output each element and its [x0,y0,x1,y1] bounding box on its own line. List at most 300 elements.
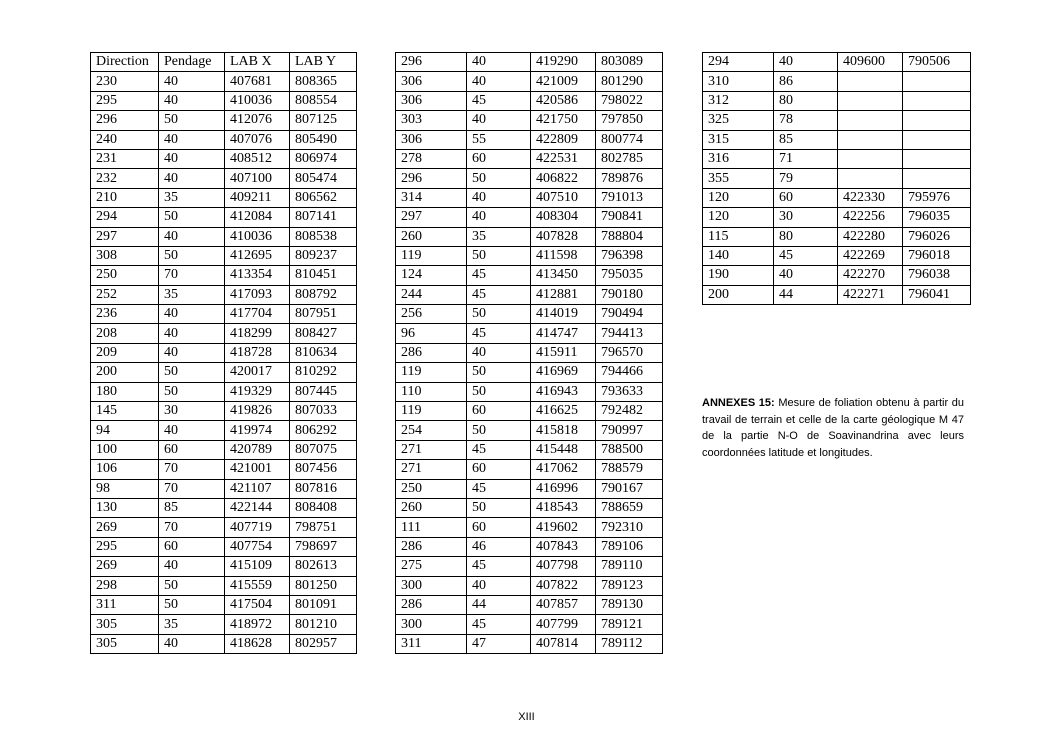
table-cell: 70 [159,479,225,498]
table-cell: 45 [774,246,838,265]
table-cell: 308 [91,246,159,265]
table-row [396,72,663,91]
table-cell: 801250 [290,576,357,595]
annex-caption-title: ANNEXES 15: [702,397,775,409]
table-cell: 414747 [531,324,596,343]
table-row [91,91,357,110]
table-cell: 119 [396,402,467,421]
table-cell: 316 [703,149,774,168]
table-cell: 297 [91,227,159,246]
table-cell: 415818 [531,421,596,440]
table-cell: 807951 [290,305,357,324]
table-row [396,421,663,440]
table-cell: 407814 [531,634,596,653]
table-cell: 40 [159,305,225,324]
table-cell: 311 [91,595,159,614]
table-row [91,363,357,382]
table-cell: 788500 [596,440,663,459]
table-cell: 40 [467,208,531,227]
table-cell: 236 [91,305,159,324]
table-cell: 256 [396,305,467,324]
table-cell: 410036 [225,227,290,246]
table-cell: 411598 [531,246,596,265]
table-cell: 810292 [290,363,357,382]
table-cell: 40 [159,149,225,168]
table-row [91,324,357,343]
table-row [396,382,663,401]
table-row [703,53,971,72]
table-row [91,576,357,595]
table-cell: 278 [396,149,467,168]
table-cell: 200 [91,363,159,382]
table-cell: 798022 [596,91,663,110]
table-cell [903,169,971,188]
table-cell: 50 [159,382,225,401]
table-cell: 45 [467,440,531,459]
table-cell: 269 [91,557,159,576]
table-cell: 50 [467,246,531,265]
table-header-row [91,53,357,72]
table-row [396,246,663,265]
table-cell: 415911 [531,343,596,362]
table-cell: 421750 [531,111,596,130]
table-cell: 421009 [531,72,596,91]
table-cell: 808792 [290,285,357,304]
table-cell: 801091 [290,595,357,614]
annex-caption [702,395,964,461]
table-cell: 311 [396,634,467,653]
table-cell: 70 [159,518,225,537]
table-cell: 407799 [531,615,596,634]
table-cell: 806562 [290,188,357,207]
table-cell: 420017 [225,363,290,382]
table-cell: 407857 [531,595,596,614]
table-cell: 808554 [290,91,357,110]
table-cell: 45 [467,91,531,110]
table-cell: 130 [91,498,159,517]
table-row [703,285,971,304]
table-cell: 45 [467,479,531,498]
table-cell: 407822 [531,576,596,595]
table-cell: 50 [159,576,225,595]
table-row [703,72,971,91]
table-cell: 810451 [290,266,357,285]
table-row [703,130,971,149]
table-cell: 422809 [531,130,596,149]
table-cell: 298 [91,576,159,595]
table-cell: 412695 [225,246,290,265]
table-cell: 50 [159,111,225,130]
table-cell: 60 [159,537,225,556]
table-cell [903,149,971,168]
table-row [91,149,357,168]
table-cell: 269 [91,518,159,537]
table-cell: 412076 [225,111,290,130]
table-cell: 420586 [531,91,596,110]
table-cell: 40 [159,634,225,653]
table-row [396,324,663,343]
table-cell: 60 [467,402,531,421]
table-cell: 419974 [225,421,290,440]
table-cell: 796035 [903,208,971,227]
table-cell: 792482 [596,402,663,421]
table-cell: 300 [396,615,467,634]
table-row [396,169,663,188]
table-cell: 422270 [838,266,903,285]
table-row [396,518,663,537]
table-cell: 60 [159,440,225,459]
table-cell: 805490 [290,130,357,149]
table-row [91,518,357,537]
table-cell: 40 [467,576,531,595]
table-cell: 115 [703,227,774,246]
table-cell: 271 [396,460,467,479]
table-cell: 796398 [596,246,663,265]
table-cell: 200 [703,285,774,304]
table-row [91,615,357,634]
table-cell: 407843 [531,537,596,556]
table-cell: 808427 [290,324,357,343]
table-row [91,440,357,459]
table-cell: 40 [159,72,225,91]
table-cell: 275 [396,557,467,576]
table-cell: 413354 [225,266,290,285]
table-row [91,343,357,362]
table-cell: 406822 [531,169,596,188]
table-cell: 111 [396,518,467,537]
table-cell: 80 [774,91,838,110]
table-row [91,402,357,421]
table-cell: 45 [467,615,531,634]
table-cell [903,91,971,110]
table-cell: 798697 [290,537,357,556]
table-cell: 416625 [531,402,596,421]
table-cell: 415448 [531,440,596,459]
foliation-table-3 [702,52,971,305]
table-row [91,169,357,188]
table-cell: 796026 [903,227,971,246]
table-cell: 415109 [225,557,290,576]
table-cell [838,149,903,168]
table-cell: 40 [159,91,225,110]
table-cell: 407681 [225,72,290,91]
table-cell: 413450 [531,266,596,285]
table-cell: 303 [396,111,467,130]
table-cell: 94 [91,421,159,440]
table-cell: 50 [467,305,531,324]
table-cell: 312 [703,91,774,110]
table-cell: 807033 [290,402,357,421]
table-cell: Pendage [159,53,225,72]
table-row [396,479,663,498]
table-row [703,246,971,265]
table-cell: 422269 [838,246,903,265]
table-row [91,382,357,401]
table-cell: 796041 [903,285,971,304]
table-cell: 796038 [903,266,971,285]
table-cell: 295 [91,537,159,556]
table-cell: 40 [159,343,225,362]
table-cell: 417704 [225,305,290,324]
foliation-table-1 [90,52,357,654]
table-row [396,91,663,110]
table-row [396,266,663,285]
table-cell: 790997 [596,421,663,440]
table-cell: 50 [159,363,225,382]
table-cell: 408512 [225,149,290,168]
table-cell: 419826 [225,402,290,421]
table-cell: 795976 [903,188,971,207]
table-cell: 419290 [531,53,596,72]
table-cell: 355 [703,169,774,188]
table-cell: 296 [396,53,467,72]
table-cell: 78 [774,111,838,130]
table-cell: 260 [396,227,467,246]
table-cell: 119 [396,363,467,382]
table-row [91,208,357,227]
table-row [91,498,357,517]
table-cell: 418543 [531,498,596,517]
annex-caption-text: Mesure de foliation obtenu à partir du travail de terrain et celle de la carte géologique M 47 de la partie N-O de Soavinandrina avec leurs coordonnées latitude et longitudes. [702,397,965,459]
table-cell: LAB X [225,53,290,72]
table-row [396,537,663,556]
table-cell: 416969 [531,363,596,382]
table-row [396,53,663,72]
table-cell [903,72,971,91]
table-cell: 314 [396,188,467,207]
table-cell: 296 [91,111,159,130]
table-row [703,111,971,130]
table-row [396,188,663,207]
table-cell: 286 [396,343,467,362]
table-cell: 271 [396,440,467,459]
table-cell: 140 [703,246,774,265]
table-cell: 422280 [838,227,903,246]
table-cell: 793633 [596,382,663,401]
table-cell: 231 [91,149,159,168]
table-cell: Direction [91,53,159,72]
table-cell: 30 [159,402,225,421]
table-cell: 120 [703,188,774,207]
table-row [396,576,663,595]
table-cell: 85 [774,130,838,149]
table-row [91,111,357,130]
table-row [396,149,663,168]
table-cell: 254 [396,421,467,440]
table-row [91,421,357,440]
table-cell: 789106 [596,537,663,556]
table-cell: 808538 [290,227,357,246]
table-cell: 250 [91,266,159,285]
table-cell: 60 [774,188,838,207]
table-cell [838,111,903,130]
table-cell: 810634 [290,343,357,362]
table-row [396,343,663,362]
table-cell: 44 [774,285,838,304]
table-row [91,266,357,285]
table-cell: 40 [159,227,225,246]
table-cell: 418728 [225,343,290,362]
table-row [91,479,357,498]
table-cell: 35 [159,615,225,634]
table-row [91,227,357,246]
table-cell: 315 [703,130,774,149]
table-cell: 807075 [290,440,357,459]
table-cell: 50 [159,595,225,614]
table-cell: 805474 [290,169,357,188]
table-cell: 417504 [225,595,290,614]
table-cell: 250 [396,479,467,498]
table-row [91,130,357,149]
table-cell: 412881 [531,285,596,304]
table-cell: 240 [91,130,159,149]
table-cell: 244 [396,285,467,304]
table-cell: 407076 [225,130,290,149]
table-cell: 210 [91,188,159,207]
table-row [703,91,971,110]
table-cell: 55 [467,130,531,149]
table-cell: 801290 [596,72,663,91]
table-cell: 417093 [225,285,290,304]
table-cell: 306 [396,91,467,110]
table-cell: 35 [159,285,225,304]
table-cell: 110 [396,382,467,401]
table-row [91,72,357,91]
table-cell: 96 [396,324,467,343]
table-cell: 802613 [290,557,357,576]
table-cell: 409211 [225,188,290,207]
table-cell: 86 [774,72,838,91]
table-cell: 70 [159,266,225,285]
table-cell: 50 [467,421,531,440]
table-cell: 50 [467,363,531,382]
table-cell: 797850 [596,111,663,130]
table-cell: 35 [159,188,225,207]
table-row [91,305,357,324]
table-cell: 50 [159,246,225,265]
table-cell: 416943 [531,382,596,401]
table-cell: 801210 [290,615,357,634]
table-cell: 789876 [596,169,663,188]
table-cell: 70 [159,460,225,479]
table-cell: 418972 [225,615,290,634]
table-row [703,266,971,285]
table-cell: 300 [396,576,467,595]
table-cell: 421001 [225,460,290,479]
table-cell: 407100 [225,169,290,188]
table-cell: 40 [159,324,225,343]
table-cell: 310 [703,72,774,91]
table-row [91,557,357,576]
table-row [91,188,357,207]
table-cell [838,169,903,188]
table-cell: 422256 [838,208,903,227]
table-cell: 788579 [596,460,663,479]
table-row [91,460,357,479]
table-row [396,402,663,421]
table-cell: 306 [396,130,467,149]
table-cell: 808365 [290,72,357,91]
table-cell: 790167 [596,479,663,498]
foliation-table-2 [395,52,663,654]
table-cell: 788659 [596,498,663,517]
table-cell: 260 [396,498,467,517]
table-cell: 407828 [531,227,596,246]
table-cell [838,130,903,149]
table-cell: 808408 [290,498,357,517]
table-cell: 410036 [225,91,290,110]
table-cell: 325 [703,111,774,130]
table-row [396,460,663,479]
table-row [396,305,663,324]
table-cell: 419329 [225,382,290,401]
table-cell: 305 [91,615,159,634]
table-cell: 795035 [596,266,663,285]
table-row [396,557,663,576]
table-cell: 408304 [531,208,596,227]
table-cell: 418628 [225,634,290,653]
table-cell: 44 [467,595,531,614]
table-cell: 422271 [838,285,903,304]
table-cell: 807141 [290,208,357,227]
table-cell: 794413 [596,324,663,343]
table-cell [838,72,903,91]
table-cell: 40 [467,343,531,362]
table-cell: 50 [467,169,531,188]
table-cell: 50 [467,382,531,401]
table-cell: 40 [159,421,225,440]
table-cell: 294 [703,53,774,72]
table-cell: 794466 [596,363,663,382]
table-cell: 119 [396,246,467,265]
table-cell [903,111,971,130]
table-row [396,285,663,304]
table-row [703,149,971,168]
table-cell: 124 [396,266,467,285]
table-cell: 407719 [225,518,290,537]
table-cell: 789123 [596,576,663,595]
table-cell: 208 [91,324,159,343]
table-cell: 802785 [596,149,663,168]
table-row [396,634,663,653]
table-cell: 789121 [596,615,663,634]
table-cell: 409600 [838,53,903,72]
table-cell: 790506 [903,53,971,72]
table-cell: 40 [159,130,225,149]
table-cell: 418299 [225,324,290,343]
table-cell: 809237 [290,246,357,265]
table-cell: 788804 [596,227,663,246]
table-cell: 252 [91,285,159,304]
table-cell: 416996 [531,479,596,498]
table-cell: 421107 [225,479,290,498]
table-cell: 71 [774,149,838,168]
table-cell: 414019 [531,305,596,324]
table-cell: 98 [91,479,159,498]
table-cell: LAB Y [290,53,357,72]
table-cell: 796018 [903,246,971,265]
table-cell: 807816 [290,479,357,498]
table-cell: 40 [467,111,531,130]
table-cell: 305 [91,634,159,653]
table-cell: 40 [774,53,838,72]
table-cell: 50 [159,208,225,227]
table-row [703,227,971,246]
table-cell: 60 [467,518,531,537]
table-cell: 40 [774,266,838,285]
table-row [396,111,663,130]
table-cell: 30 [774,208,838,227]
